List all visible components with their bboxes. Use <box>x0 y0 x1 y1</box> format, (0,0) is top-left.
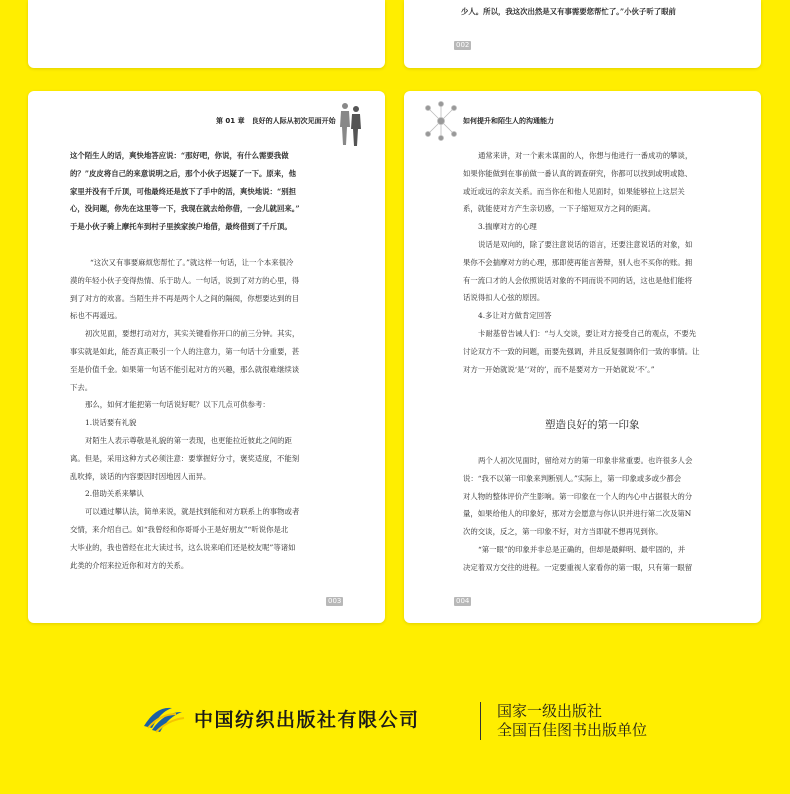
text-line: 标也不再遥远。 <box>70 311 122 321</box>
text-line: 这个陌生人的话，爽快地答应说：“那好吧，你说，有什么需要我做 <box>70 151 289 160</box>
page-003-body-text <box>70 254 340 574</box>
publisher-name: 中国纺织出版社有限公司 <box>194 709 420 731</box>
text-line: 对陌生人表示尊敬是礼貌的第一表现，也更能拉近彼此之间的距 <box>85 435 292 445</box>
text-line: 可以通过攀认法，简单来说，就是找到能和对方联系上的事物或者 <box>85 507 300 517</box>
chapter-header: 如何提升和陌生人的沟通能力 <box>463 117 554 125</box>
page-004-body-text <box>463 147 733 378</box>
text-line: 初次见面，要想打动对方，其实关键看你开口的前三分钟。其实， <box>85 329 300 339</box>
text-line: 说：“我不以第一印象来判断别人。”实际上，第一印象或多或少都会 <box>463 473 682 483</box>
book-page-004 <box>404 91 761 623</box>
text-line: 系，就能使对方产生亲切感，一下子缩短双方之间的距离。 <box>463 204 656 214</box>
page-002-text <box>461 3 731 21</box>
text-line: 讨论双方不一致的问题，而要先强调，并且反复强调你们一致的事情。让 <box>463 346 700 356</box>
business-people-icon <box>338 100 364 148</box>
page-004-section-text <box>463 452 733 577</box>
text-line: 少人。所以，我这次出然是又有事需要您帮忙了。”小伙子听了眼前 <box>461 7 676 16</box>
text-line: 次的交谈，反之，第一印象不好，对方当即就不想再见到你。 <box>463 527 663 537</box>
text-line: 于是小伙子骑上摩托车到村子里挨家挨户地借，最终借到了千斤顶。 <box>70 222 292 232</box>
chapter-header: 第 01 章 良好的人际从初次见面开始 <box>216 117 336 125</box>
text-line: 心，没问题，你先在这里等一下，我现在就去给你借，一会儿就回来。” <box>70 204 300 214</box>
page-number: 004 <box>456 597 470 605</box>
people-network-icon <box>422 100 460 142</box>
text-line: 或近或远的亲友关系。而当你在和他人见面时，如果能够拉上这层关 <box>463 186 685 196</box>
text-line: 对人物的整体评价产生影响。第一印象在一个人的内心中占据很大的分 <box>463 491 693 501</box>
page-number: 002 <box>456 41 470 49</box>
text-line: 通常来讲，对一个素未谋面的人，你想与他进行一番成功的攀谈， <box>478 151 693 160</box>
footer-divider <box>480 702 481 740</box>
text-line: 说话是双向的，除了要注意说话的语言，还要注意说话的对象，如 <box>478 239 693 249</box>
text-line: 卡耐基曾告诫人们：“与人交谈，要让对方接受自己的观点，不要先 <box>478 328 697 338</box>
page-003-bold-text <box>70 147 340 236</box>
text-line: 对方一开始就说‘是’‘对的’，而不是要对方一开始就说‘不’。” <box>463 364 655 374</box>
subheading: 4.多让对方做肯定回答 <box>478 311 552 321</box>
text-line: 两个人初次见面时，留给对方的第一印象非常重要。也许很多人会 <box>478 456 693 465</box>
book-page-003 <box>28 91 385 623</box>
text-line: 至是价值千金。如果第一句话不能引起对方的兴趣，那么就很难继续谈 <box>70 364 300 374</box>
text-line: 漠的年轻小伙子变得热情、乐于助人。一句话，说到了对方的心里，得 <box>70 275 300 285</box>
text-line: 如果你能做到在事前做一番认真的调查研究，你都可以找到或明或隐、 <box>463 168 693 178</box>
publisher-logo-icon <box>142 704 186 734</box>
text-line: 到了对方的欢喜。当陌生并不再是两个人之间的隔阂，你想要达到的目 <box>70 293 300 303</box>
book-page-top-left <box>28 0 385 68</box>
page-number: 003 <box>328 597 342 605</box>
slogan-line-1: 国家一级出版社 <box>497 702 603 720</box>
section-title: 塑造良好的第一印象 <box>545 419 640 431</box>
subheading: 2.借助关系来攀认 <box>85 489 144 499</box>
text-line: 的？”皮皮将自己的来意说明之后，那个小伙子迟疑了一下。原来，他 <box>70 168 296 178</box>
subheading: 3.揣摩对方的心理 <box>478 222 537 232</box>
text-line: 乱吹捧，谈话的内容要因时因地因人而异。 <box>70 471 211 481</box>
text-line: 果你不会揣摩对方的心理，那即使再能言善辩，别人也不买你的账。拥 <box>463 257 693 267</box>
text-line: 事实就是如此，能否真正吸引一个人的注意力，第一句话十分重要，甚 <box>70 346 300 356</box>
text-line: 决定着双方交往的进程。一定要重视人家看你的第一眼，只有第一眼留 <box>463 562 693 572</box>
text-line: 离。但是，采用这种方式必须注意：要掌握好分寸，褒奖适度，不能刻 <box>70 453 300 463</box>
text-line: “这次又有事要麻烦您帮忙了。”就这样一句话，让一个本来很冷 <box>90 258 294 267</box>
text-line: 交情，来介绍自己。如“我曾经和你哥哥小王是好朋友”“听说你是北 <box>70 524 289 534</box>
text-line: “第一眼”的印象并非总是正确的，但却是最鲜明、最牢固的，并 <box>478 544 686 554</box>
text-line: 大毕业的，我也曾经在北大读过书，这么说来咱们还是校友呢”等诸如 <box>70 542 296 552</box>
text-line: 话说得扣人心弦的原因。 <box>463 293 545 303</box>
book-page-002 <box>404 0 761 68</box>
text-line: 那么，如何才能把第一句话说好呢？以下几点可供参考： <box>85 400 270 410</box>
text-line: 此类的介绍来拉近你和对方的关系。 <box>70 560 189 570</box>
text-line: 量，如果给他人的印象好，那对方会愿意与你认识并进行第二次及第N <box>463 509 692 519</box>
text-line: 家里并没有千斤顶，可他最终还是放下了手中的活，爽快地说：“别担 <box>70 186 296 196</box>
slogan-line-2: 全国百佳图书出版单位 <box>497 721 648 739</box>
text-line: 下去。 <box>70 382 93 392</box>
subheading: 1.说话要有礼貌 <box>85 418 137 428</box>
text-line: 有一流口才的人会依照说话对象的不同而说不同的话，这也是他们能将 <box>463 275 693 285</box>
